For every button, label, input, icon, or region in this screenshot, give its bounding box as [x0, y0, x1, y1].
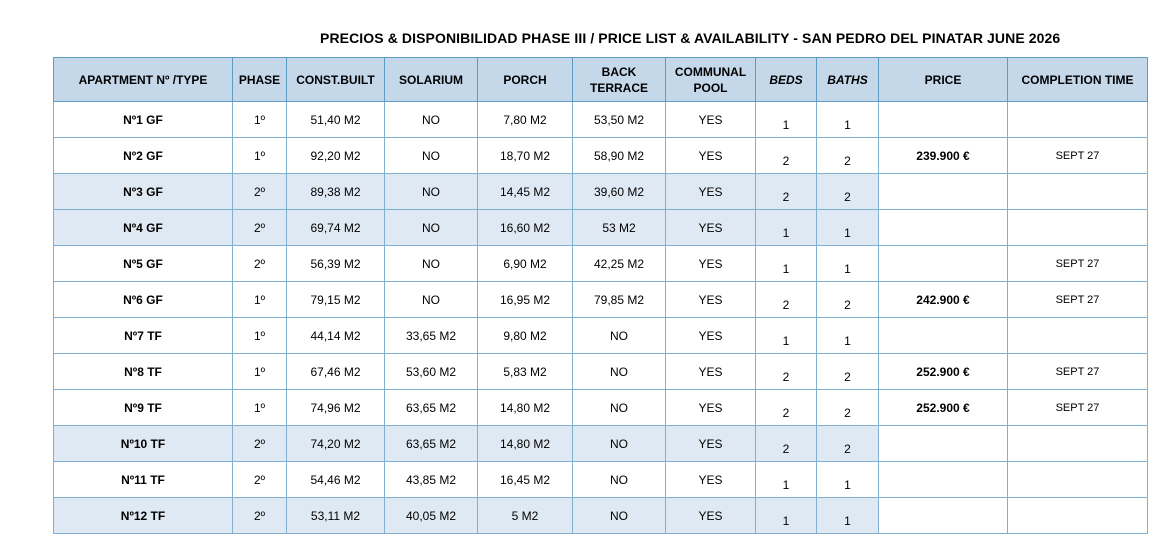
cell-price — [879, 246, 1008, 282]
cell-back-terrace: NO — [573, 426, 666, 462]
cell-porch: 16,45 M2 — [478, 462, 573, 498]
cell-communal-pool: YES — [666, 282, 756, 318]
cell-price — [879, 318, 1008, 354]
cell-phase: 1º — [233, 318, 287, 354]
table-row — [54, 246, 1148, 282]
cell-completion-time: SEPT 27 — [1008, 390, 1148, 426]
cell-beds-value: 1 — [782, 117, 790, 132]
cell-completion-time: SEPT 27 — [1008, 354, 1148, 390]
cell-const-built: 89,38 M2 — [287, 174, 385, 210]
cell-apartment: Nº2 GF — [54, 138, 233, 174]
table-row — [54, 498, 1148, 534]
header-apartment: APARTMENT Nº /TYPE — [54, 58, 233, 102]
cell-completion-time: SEPT 27 — [1008, 138, 1148, 174]
cell-solarium: NO — [385, 246, 478, 282]
cell-beds-value: 1 — [782, 333, 790, 348]
cell-phase: 1º — [233, 102, 287, 138]
cell-const-built: 74,96 M2 — [287, 390, 385, 426]
cell-const-built: 74,20 M2 — [287, 426, 385, 462]
cell-beds-value: 1 — [782, 261, 790, 276]
cell-baths-value: 2 — [844, 297, 851, 312]
cell-price — [879, 210, 1008, 246]
cell-solarium: NO — [385, 282, 478, 318]
cell-const-built: 92,20 M2 — [287, 138, 385, 174]
cell-apartment: Nº9 TF — [54, 390, 233, 426]
cell-completion-time — [1008, 174, 1148, 210]
cell-completion-time: SEPT 27 — [1008, 282, 1148, 318]
cell-const-built: 69,74 M2 — [287, 210, 385, 246]
cell-beds-value: 1 — [782, 225, 790, 240]
cell-communal-pool: YES — [666, 462, 756, 498]
cell-completion-time — [1008, 210, 1148, 246]
cell-baths — [817, 426, 879, 462]
cell-beds — [756, 318, 817, 354]
cell-back-terrace: 58,90 M2 — [573, 138, 666, 174]
cell-back-terrace: 42,25 M2 — [573, 246, 666, 282]
cell-beds — [756, 390, 817, 426]
cell-baths — [817, 462, 879, 498]
cell-apartment: Nº12 TF — [54, 498, 233, 534]
cell-back-terrace: NO — [573, 498, 666, 534]
cell-beds — [756, 210, 817, 246]
cell-baths-value: 1 — [844, 477, 851, 492]
cell-const-built: 79,15 M2 — [287, 282, 385, 318]
table-row — [54, 426, 1148, 462]
cell-baths — [817, 138, 879, 174]
cell-baths-value: 1 — [844, 261, 851, 276]
cell-back-terrace: NO — [573, 354, 666, 390]
table-row — [54, 318, 1148, 354]
cell-phase: 2º — [233, 462, 287, 498]
header-price: PRICE — [879, 58, 1008, 102]
cell-solarium: 43,85 M2 — [385, 462, 478, 498]
cell-beds-value: 1 — [782, 513, 790, 528]
cell-phase: 2º — [233, 498, 287, 534]
table-row — [54, 354, 1148, 390]
header-porch: PORCH — [478, 58, 573, 102]
cell-beds-value: 2 — [782, 369, 790, 384]
table-row — [54, 390, 1148, 426]
header-solarium: SOLARIUM — [385, 58, 478, 102]
cell-communal-pool: YES — [666, 498, 756, 534]
cell-solarium: NO — [385, 138, 478, 174]
cell-solarium: 53,60 M2 — [385, 354, 478, 390]
cell-porch: 16,95 M2 — [478, 282, 573, 318]
cell-solarium: NO — [385, 102, 478, 138]
cell-beds — [756, 174, 817, 210]
cell-baths-value: 2 — [844, 369, 851, 384]
cell-price: 242.900 € — [879, 282, 1008, 318]
table-row — [54, 174, 1148, 210]
cell-baths — [817, 498, 879, 534]
header-completion-time: COMPLETION TIME — [1008, 58, 1148, 102]
cell-communal-pool: YES — [666, 102, 756, 138]
cell-phase: 1º — [233, 354, 287, 390]
cell-price: 239.900 € — [879, 138, 1008, 174]
cell-apartment: Nº10 TF — [54, 426, 233, 462]
cell-back-terrace: NO — [573, 462, 666, 498]
cell-completion-time — [1008, 498, 1148, 534]
cell-communal-pool: YES — [666, 138, 756, 174]
cell-baths-value: 2 — [844, 189, 851, 204]
cell-baths — [817, 246, 879, 282]
cell-beds — [756, 354, 817, 390]
header-const-built: CONST.BUILT — [287, 58, 385, 102]
cell-apartment: Nº5 GF — [54, 246, 233, 282]
cell-price: 252.900 € — [879, 390, 1008, 426]
cell-apartment: Nº1 GF — [54, 102, 233, 138]
cell-beds — [756, 246, 817, 282]
cell-solarium: NO — [385, 210, 478, 246]
cell-const-built: 51,40 M2 — [287, 102, 385, 138]
cell-apartment: Nº8 TF — [54, 354, 233, 390]
cell-porch: 16,60 M2 — [478, 210, 573, 246]
cell-price: 252.900 € — [879, 354, 1008, 390]
cell-price — [879, 462, 1008, 498]
cell-completion-time — [1008, 462, 1148, 498]
cell-baths-value: 1 — [844, 513, 851, 528]
cell-baths — [817, 174, 879, 210]
cell-completion-time — [1008, 426, 1148, 462]
cell-beds — [756, 102, 817, 138]
cell-apartment: Nº3 GF — [54, 174, 233, 210]
cell-porch: 14,80 M2 — [478, 390, 573, 426]
header-row — [54, 58, 1148, 102]
cell-beds-value: 2 — [782, 189, 790, 204]
header-communal-pool: COMMUNAL POOL — [666, 58, 756, 102]
cell-phase: 2º — [233, 426, 287, 462]
cell-completion-time — [1008, 102, 1148, 138]
cell-beds-value: 1 — [782, 477, 790, 492]
cell-back-terrace: 79,85 M2 — [573, 282, 666, 318]
header-beds: BEDS — [756, 58, 817, 102]
cell-apartment: Nº4 GF — [54, 210, 233, 246]
cell-beds-value: 2 — [782, 297, 790, 312]
header-phase: PHASE — [233, 58, 287, 102]
cell-beds — [756, 462, 817, 498]
cell-baths — [817, 102, 879, 138]
cell-beds-value: 2 — [782, 405, 790, 420]
cell-solarium: 33,65 M2 — [385, 318, 478, 354]
cell-baths — [817, 318, 879, 354]
cell-phase: 1º — [233, 282, 287, 318]
cell-porch: 14,45 M2 — [478, 174, 573, 210]
cell-communal-pool: YES — [666, 174, 756, 210]
cell-phase: 1º — [233, 138, 287, 174]
cell-phase: 2º — [233, 174, 287, 210]
cell-phase: 2º — [233, 246, 287, 282]
cell-beds — [756, 426, 817, 462]
cell-porch: 7,80 M2 — [478, 102, 573, 138]
cell-beds-value: 2 — [782, 153, 790, 168]
cell-porch: 5 M2 — [478, 498, 573, 534]
cell-porch: 14,80 M2 — [478, 426, 573, 462]
cell-communal-pool: YES — [666, 318, 756, 354]
cell-porch: 5,83 M2 — [478, 354, 573, 390]
cell-communal-pool: YES — [666, 246, 756, 282]
cell-completion-time — [1008, 318, 1148, 354]
cell-phase: 2º — [233, 210, 287, 246]
cell-beds-value: 2 — [782, 441, 790, 456]
cell-apartment: Nº11 TF — [54, 462, 233, 498]
cell-const-built: 67,46 M2 — [287, 354, 385, 390]
cell-baths-value: 1 — [844, 333, 851, 348]
cell-completion-time: SEPT 27 — [1008, 246, 1148, 282]
cell-back-terrace: NO — [573, 318, 666, 354]
cell-baths — [817, 390, 879, 426]
cell-price — [879, 102, 1008, 138]
cell-apartment: Nº6 GF — [54, 282, 233, 318]
header-baths: BATHS — [817, 58, 879, 102]
cell-baths-value: 2 — [844, 405, 851, 420]
cell-price — [879, 426, 1008, 462]
cell-back-terrace: 39,60 M2 — [573, 174, 666, 210]
cell-solarium: NO — [385, 174, 478, 210]
cell-baths-value: 1 — [844, 117, 851, 132]
cell-beds — [756, 282, 817, 318]
cell-back-terrace: 53 M2 — [573, 210, 666, 246]
cell-baths — [817, 354, 879, 390]
cell-porch: 6,90 M2 — [478, 246, 573, 282]
cell-const-built: 44,14 M2 — [287, 318, 385, 354]
cell-solarium: 63,65 M2 — [385, 426, 478, 462]
cell-back-terrace: NO — [573, 390, 666, 426]
cell-price — [879, 498, 1008, 534]
cell-const-built: 53,11 M2 — [287, 498, 385, 534]
cell-baths-value: 1 — [844, 225, 851, 240]
cell-porch: 18,70 M2 — [478, 138, 573, 174]
cell-communal-pool: YES — [666, 210, 756, 246]
cell-phase: 1º — [233, 390, 287, 426]
cell-solarium: 63,65 M2 — [385, 390, 478, 426]
header-back-terrace: BACK TERRACE — [573, 58, 666, 102]
price-list-table — [53, 57, 1148, 534]
cell-const-built: 56,39 M2 — [287, 246, 385, 282]
cell-baths-value: 2 — [844, 153, 851, 168]
cell-communal-pool: YES — [666, 354, 756, 390]
cell-beds — [756, 498, 817, 534]
cell-porch: 9,80 M2 — [478, 318, 573, 354]
cell-baths-value: 2 — [844, 441, 851, 456]
cell-baths — [817, 210, 879, 246]
table-row — [54, 210, 1148, 246]
cell-communal-pool: YES — [666, 390, 756, 426]
table-row — [54, 138, 1148, 174]
cell-beds — [756, 138, 817, 174]
page-title: PRECIOS & DISPONIBILIDAD PHASE III / PRICE LIST & AVAILABILITY - SAN PEDRO DEL PINATAR JUNE 2026 — [320, 30, 1061, 46]
cell-const-built: 54,46 M2 — [287, 462, 385, 498]
table-row — [54, 102, 1148, 138]
cell-solarium: 40,05 M2 — [385, 498, 478, 534]
cell-price — [879, 174, 1008, 210]
cell-baths — [817, 282, 879, 318]
cell-communal-pool: YES — [666, 426, 756, 462]
cell-apartment: Nº7 TF — [54, 318, 233, 354]
cell-back-terrace: 53,50 M2 — [573, 102, 666, 138]
table-row — [54, 282, 1148, 318]
table-row — [54, 462, 1148, 498]
